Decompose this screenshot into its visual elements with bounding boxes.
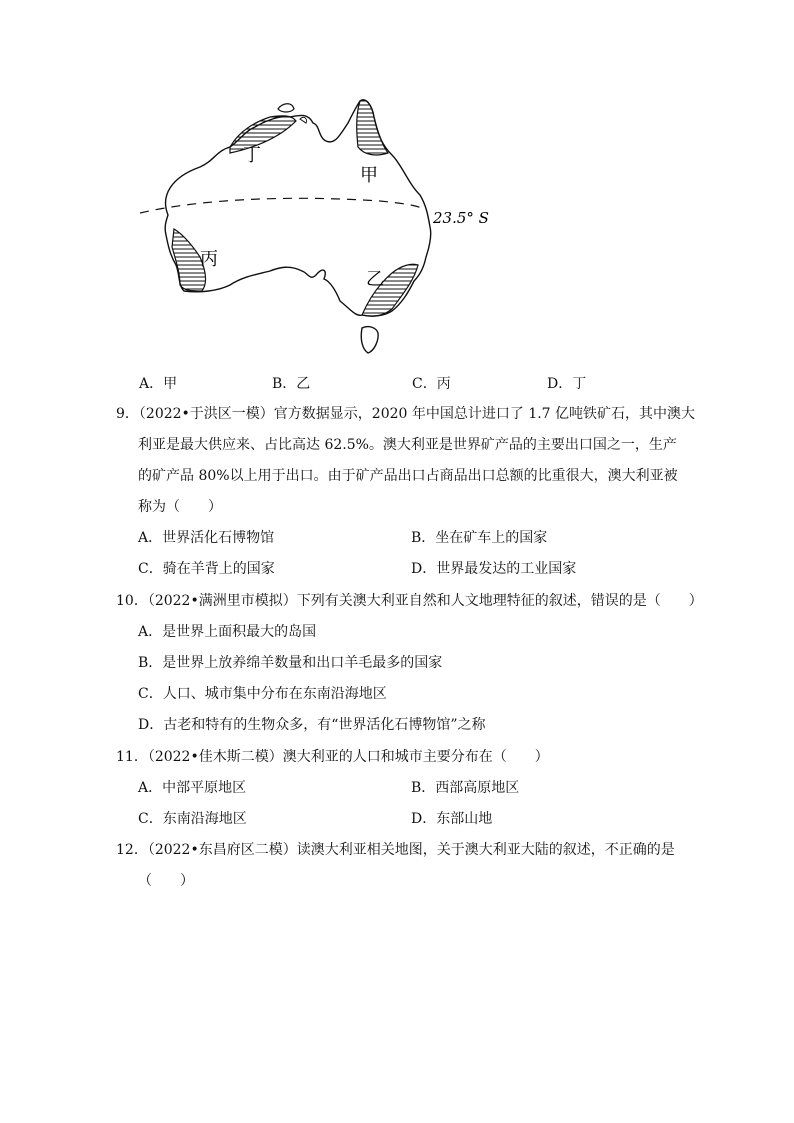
north-island-outline [278, 104, 294, 112]
q10-option-a[interactable]: A．是世界上面积最大的岛国 [138, 624, 317, 640]
q11-option-a[interactable]: A．中部平原地区 [138, 780, 247, 796]
q9-stem-line: 称为（ ） [138, 499, 222, 515]
q10-stem: 10．（2022•满洲里市模拟）下列有关澳大利亚自然和人文地理特征的叙述，错误的是（ ） [116, 593, 703, 609]
q9-option-d[interactable]: D．世界最发达的工业国家 [411, 561, 577, 577]
q9-option-a[interactable]: A．世界活化石博物馆 [138, 530, 275, 546]
australia-map [130, 95, 500, 370]
q8-option-d[interactable]: D．丁 [547, 376, 587, 392]
q10-option-d[interactable]: D．古老和特有的生物众多，有“世界活化石博物馆”之称 [138, 717, 486, 733]
q11-option-d[interactable]: D．东部山地 [411, 811, 493, 827]
q12-stem-line: （ ） [138, 873, 194, 889]
q8-option-a[interactable]: A．甲 [139, 376, 178, 392]
q11-option-c[interactable]: C．东南沿海地区 [138, 811, 247, 827]
q11-option-b[interactable]: B．西部高原地区 [411, 780, 520, 796]
q9-stem-line: 9．（2022•于洪区一模）官方数据显示，2020 年中国总计进口了 1.7 亿吨铁矿石，其中澳大 [116, 406, 696, 422]
q11-stem: 11．（2022•佳木斯二模）澳大利亚的人口和城市主要分布在（ ） [116, 749, 549, 765]
tropic-line [140, 198, 424, 213]
label-jia: 甲 [360, 165, 378, 186]
q10-option-b[interactable]: B．是世界上放养绵羊数量和出口羊毛最多的国家 [138, 655, 443, 671]
q9-stem-line: 利亚是最大供应来、占比高达 62.5%。澳大利亚是世界矿产品的主要出口国之一，生产 [138, 437, 677, 453]
label-ding: 丁 [243, 145, 261, 166]
q9-stem-line: 的矿产品 80%以上用于出口。由于矿产品出口占商品出口总额的比重很大，澳大利亚被 [138, 468, 678, 484]
question-12 [116, 835, 688, 897]
q12-stem-line: 12．（2022•东昌府区二模）读澳大利亚相关地图，关于澳大利亚大陆的叙述，不正确的是 [116, 842, 675, 858]
label-yi: 乙 [366, 269, 384, 290]
q9-option-b[interactable]: B．坐在矿车上的国家 [411, 530, 548, 546]
question-10 [116, 586, 703, 741]
label-bing: 丙 [200, 249, 218, 270]
q8-options [139, 373, 699, 393]
q10-option-c[interactable]: C．人口、城市集中分布在东南沿海地区 [138, 686, 387, 702]
question-11 [116, 742, 688, 835]
q8-option-b[interactable]: B．乙 [272, 376, 311, 392]
latitude-label: 23.5° S [433, 209, 489, 227]
q8-option-c[interactable]: C．丙 [412, 376, 451, 392]
question-9 [116, 399, 696, 585]
q9-option-c[interactable]: C．骑在羊背上的国家 [138, 561, 275, 577]
tasmania-outline [361, 327, 378, 353]
cape-york-island-outline [300, 117, 307, 123]
region-ding-hatch [230, 116, 296, 153]
